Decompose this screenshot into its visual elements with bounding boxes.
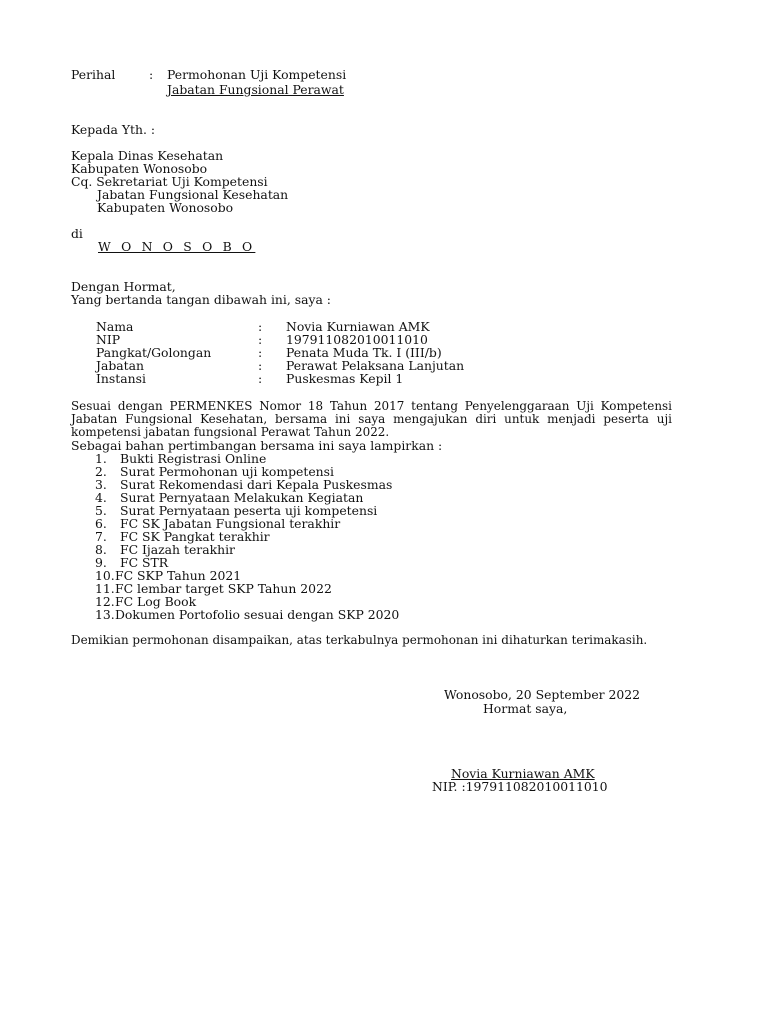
list-item-text: FC SK Pangkat terakhir xyxy=(120,529,270,544)
regards: Hormat saya, xyxy=(483,701,568,716)
list-item-number: 6. xyxy=(95,516,107,531)
identity-label: Nama xyxy=(96,319,134,334)
identity-separator: : xyxy=(258,319,263,334)
subject-line-2: Jabatan Fungsional Perawat xyxy=(167,82,344,97)
identity-separator: : xyxy=(258,332,263,347)
list-item-number: 7. xyxy=(95,529,107,544)
identity-label: Instansi xyxy=(96,371,146,386)
recipient-city: W O N O S O B O xyxy=(98,239,256,254)
list-item-number: 9. xyxy=(95,555,107,570)
closing-paragraph: Demikian permohonan disampaikan, atas terkabulnya permohonan ini dihaturkan terimakasih. xyxy=(71,633,648,647)
intro-line: Yang bertanda tangan dibawah ini, saya : xyxy=(71,292,331,307)
list-item-text: Bukti Registrasi Online xyxy=(120,451,267,466)
list-item-number: 2. xyxy=(95,464,107,479)
recipient-line-4: Jabatan Fungsional Kesehatan xyxy=(97,187,289,202)
identity-separator: : xyxy=(258,358,263,373)
list-item-number: 8. xyxy=(95,542,107,557)
body-paragraph: Sesuai dengan PERMENKES Nomor 18 Tahun 2017 tentang Penyelenggaraan Uji Kompetensi Jabatan Fungsional Kesehatan, bersama ini saya mengajukan diri untuk menjadi peserta uji kompetensi jabatan fungsional Perawat Tahun 2022. xyxy=(71,399,672,439)
place-date: Wonosobo, 20 September 2022 xyxy=(444,687,641,702)
list-item-number: 4. xyxy=(95,490,107,505)
perihal-colon: : xyxy=(149,67,154,82)
subject-line-1: Permohonan Uji Kompetensi xyxy=(167,67,347,82)
recipient-line-1: Kepala Dinas Kesehatan xyxy=(71,148,224,163)
identity-value: Puskesmas Kepil 1 xyxy=(286,371,404,386)
list-item-text: Surat Rekomendasi dari Kepala Puskesmas xyxy=(120,477,393,492)
list-item-number: 12. xyxy=(95,594,115,609)
recipient-di: di xyxy=(71,226,83,241)
attachments-intro: Sebagai bahan pertimbangan bersama ini saya lampirkan : xyxy=(71,438,443,453)
identity-value: Novia Kurniawan AMK xyxy=(286,319,430,334)
identity-separator: : xyxy=(258,345,263,360)
signer-name: Novia Kurniawan AMK xyxy=(451,766,595,781)
list-item xyxy=(95,608,399,621)
identity-value: Perawat Pelaksana Lanjutan xyxy=(286,358,465,373)
recipient-line-5: Kabupaten Wonosobo xyxy=(97,200,234,215)
salutation: Dengan Hormat, xyxy=(71,279,176,294)
identity-value: Penata Muda Tk. I (III/b) xyxy=(286,345,442,360)
list-item-text: Surat Pernyataan peserta uji kompetensi xyxy=(120,503,378,518)
list-item-number: 5. xyxy=(95,503,107,518)
list-item-text: Dokumen Portofolio sesuai dengan SKP 2020 xyxy=(115,607,400,622)
list-item-text: Surat Pernyataan Melakukan Kegiatan xyxy=(120,490,364,505)
list-item-number: 10. xyxy=(95,568,115,583)
identity-separator: : xyxy=(258,371,263,386)
list-item-text: Surat Permohonan uji kompetensi xyxy=(120,464,334,479)
signer-nip: NIP. :197911082010011010 xyxy=(432,779,608,794)
identity-label: NIP xyxy=(96,332,121,347)
list-item-text: FC Ijazah terakhir xyxy=(120,542,235,557)
list-item-text: FC STR xyxy=(120,555,169,570)
list-item-text: FC SK Jabatan Fungsional terakhir xyxy=(120,516,341,531)
list-item-number: 1. xyxy=(95,451,107,466)
identity-row-instansi xyxy=(96,372,516,385)
list-item-number: 3. xyxy=(95,477,107,492)
list-item-number: 13. xyxy=(95,607,115,622)
list-item-text: FC SKP Tahun 2021 xyxy=(115,568,242,583)
list-item-text: FC Log Book xyxy=(115,594,197,609)
identity-label: Pangkat/Golongan xyxy=(96,345,212,360)
perihal-label: Perihal xyxy=(71,67,116,82)
recipient-line-2: Kabupaten Wonosobo xyxy=(71,161,208,176)
list-item-number: 11. xyxy=(95,581,115,596)
recipient-greeting: Kepada Yth. : xyxy=(71,122,156,137)
recipient-line-3: Cq. Sekretariat Uji Kompetensi xyxy=(71,174,268,189)
identity-table xyxy=(96,320,516,386)
list-item-text: FC lembar target SKP Tahun 2022 xyxy=(115,581,332,596)
attachments-list xyxy=(95,452,515,621)
identity-label: Jabatan xyxy=(96,358,145,373)
identity-value: 197911082010011010 xyxy=(286,332,428,347)
